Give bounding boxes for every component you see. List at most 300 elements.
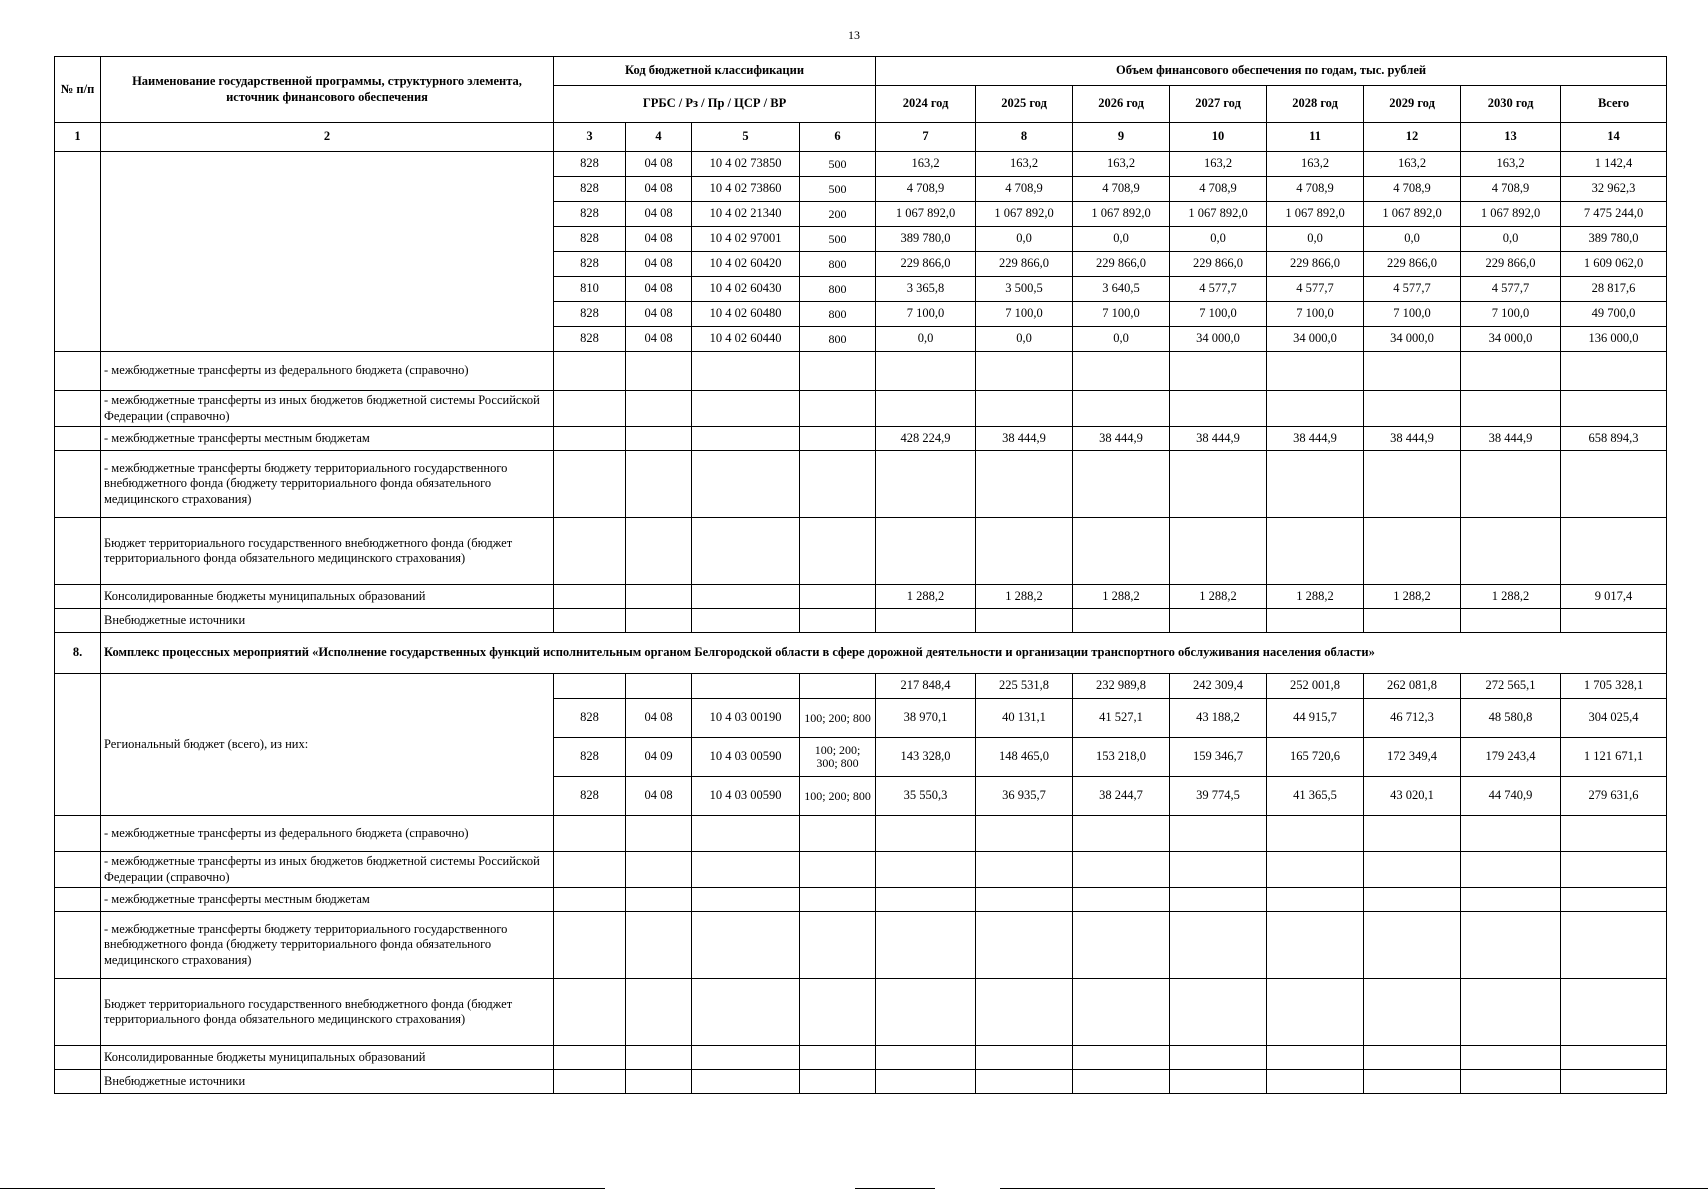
value-cell: 159 346,7 [1170,738,1267,777]
empty-cell [626,352,692,391]
value-cell: 38 444,9 [1461,427,1561,451]
header-total: Всего [1561,86,1667,123]
empty-cell [976,852,1073,888]
code-cell: 800 [800,302,876,327]
row-number [55,451,101,518]
value-cell: 44 915,7 [1267,699,1364,738]
header-num: № п/п [55,57,101,123]
row-number [55,518,101,585]
empty-cell [554,816,626,852]
row-number [55,674,101,816]
empty-cell [1073,391,1170,427]
source-row [55,979,1667,1046]
empty-cell [626,912,692,979]
footer-rule [1000,1188,1708,1189]
row-name [101,152,554,352]
empty-cell [1073,912,1170,979]
source-label: - межбюджетные трансферты из федерального бюджета (справочно) [101,816,554,852]
source-row [55,1046,1667,1070]
value-cell: 1 142,4 [1561,152,1667,177]
empty-cell [1073,518,1170,585]
value-cell: 165 720,6 [1267,738,1364,777]
source-row [55,427,1667,451]
empty-cell [1364,816,1461,852]
value-cell: 229 866,0 [1267,252,1364,277]
empty-cell [626,427,692,451]
value-cell: 38 444,9 [1073,427,1170,451]
empty-cell [1170,609,1267,633]
empty-cell [554,352,626,391]
empty-cell [976,816,1073,852]
empty-cell [976,352,1073,391]
empty-cell [692,1070,800,1094]
empty-cell [1561,888,1667,912]
value-cell: 4 577,7 [1364,277,1461,302]
empty-cell [876,852,976,888]
empty-cell [1170,1070,1267,1094]
budget-row [55,152,1667,177]
empty-cell [626,852,692,888]
value-cell: 1 705 328,1 [1561,674,1667,699]
budget-table-wrapper [54,56,1666,1094]
empty-cell [1073,979,1170,1046]
empty-cell [692,427,800,451]
value-cell: 1 067 892,0 [876,202,976,227]
value-cell: 428 224,9 [876,427,976,451]
empty-cell [1364,391,1461,427]
value-cell: 34 000,0 [1267,327,1364,352]
empty-cell [876,816,976,852]
empty-cell [1561,912,1667,979]
value-cell: 1 288,2 [1267,585,1364,609]
value-cell: 252 001,8 [1267,674,1364,699]
row-number [55,888,101,912]
value-cell: 136 000,0 [1561,327,1667,352]
empty-cell [1267,1070,1364,1094]
empty-cell [800,674,876,699]
empty-cell [800,609,876,633]
value-cell: 1 067 892,0 [1170,202,1267,227]
code-cell: 828 [554,227,626,252]
row-number [55,352,101,391]
value-cell: 7 100,0 [1461,302,1561,327]
empty-cell [1073,451,1170,518]
value-cell: 4 708,9 [1073,177,1170,202]
value-cell: 34 000,0 [1170,327,1267,352]
value-cell: 41 365,5 [1267,777,1364,816]
value-cell: 163,2 [1364,152,1461,177]
empty-cell [626,518,692,585]
row-number [55,152,101,352]
value-cell: 38 244,7 [1073,777,1170,816]
empty-cell [1267,912,1364,979]
empty-cell [1461,888,1561,912]
value-cell: 163,2 [1170,152,1267,177]
source-label: - межбюджетные трансферты местным бюджетам [101,427,554,451]
column-number: 9 [1073,123,1170,152]
value-cell: 38 444,9 [1364,427,1461,451]
empty-cell [1461,912,1561,979]
header-year: 2030 год [1461,86,1561,123]
code-cell: 828 [554,738,626,777]
value-cell: 7 100,0 [1267,302,1364,327]
empty-cell [1267,391,1364,427]
code-cell: 10 4 02 73860 [692,177,800,202]
header-code: Код бюджетной классификации [554,57,876,86]
column-number: 14 [1561,123,1667,152]
code-cell: 04 08 [626,699,692,738]
empty-cell [692,451,800,518]
column-number: 12 [1364,123,1461,152]
empty-cell [876,451,976,518]
source-row [55,391,1667,427]
value-cell: 153 218,0 [1073,738,1170,777]
column-number: 3 [554,123,626,152]
value-cell: 43 188,2 [1170,699,1267,738]
code-cell: 100; 200; 800 [800,699,876,738]
empty-cell [1364,451,1461,518]
regional-label: Региональный бюджет (всего), из них: [101,674,554,816]
empty-cell [692,1046,800,1070]
value-cell: 179 243,4 [1461,738,1561,777]
empty-cell [976,1070,1073,1094]
value-cell: 4 708,9 [1461,177,1561,202]
empty-cell [554,451,626,518]
empty-cell [800,518,876,585]
header-code-sub: ГРБС / Рз / Пр / ЦСР / ВР [554,86,876,123]
empty-cell [692,391,800,427]
code-cell: 800 [800,277,876,302]
source-label: - межбюджетные трансферты бюджету территориального государственного внебюджетного фонда (бюджету территориального фонда обязательного медицинского страхования) [101,451,554,518]
empty-cell [1561,1046,1667,1070]
empty-cell [876,352,976,391]
empty-cell [1561,1070,1667,1094]
value-cell: 32 962,3 [1561,177,1667,202]
source-label: Бюджет территориального государственного внебюджетного фонда (бюджет территориального фонда обязательного медицинского страхования) [101,518,554,585]
source-row [55,912,1667,979]
value-cell: 0,0 [1461,227,1561,252]
empty-cell [976,888,1073,912]
empty-cell [800,585,876,609]
column-number: 10 [1170,123,1267,152]
code-cell: 828 [554,202,626,227]
empty-cell [1561,979,1667,1046]
column-number-row [55,123,1667,152]
empty-cell [800,1070,876,1094]
code-cell: 10 4 02 60420 [692,252,800,277]
code-cell: 10 4 03 00590 [692,738,800,777]
value-cell: 3 500,5 [976,277,1073,302]
value-cell: 38 444,9 [1170,427,1267,451]
header-year: 2025 год [976,86,1073,123]
value-cell: 229 866,0 [876,252,976,277]
value-cell: 43 020,1 [1364,777,1461,816]
empty-cell [1267,816,1364,852]
column-number: 8 [976,123,1073,152]
empty-cell [1461,1046,1561,1070]
empty-cell [626,674,692,699]
empty-cell [876,1070,976,1094]
value-cell: 7 475 244,0 [1561,202,1667,227]
value-cell: 0,0 [976,327,1073,352]
header-volume: Объем финансового обеспечения по годам, тыс. рублей [876,57,1667,86]
empty-cell [800,816,876,852]
value-cell: 38 970,1 [876,699,976,738]
source-row [55,352,1667,391]
value-cell: 4 708,9 [1267,177,1364,202]
code-cell: 04 08 [626,777,692,816]
value-cell: 39 774,5 [1170,777,1267,816]
empty-cell [1267,518,1364,585]
empty-cell [1170,1046,1267,1070]
code-cell: 828 [554,699,626,738]
value-cell: 389 780,0 [1561,227,1667,252]
empty-cell [1461,816,1561,852]
value-cell: 46 712,3 [1364,699,1461,738]
empty-cell [1073,852,1170,888]
empty-cell [976,391,1073,427]
empty-cell [1073,816,1170,852]
empty-cell [626,391,692,427]
empty-cell [800,1046,876,1070]
value-cell: 172 349,4 [1364,738,1461,777]
empty-cell [1267,451,1364,518]
value-cell: 1 067 892,0 [976,202,1073,227]
empty-cell [1267,609,1364,633]
empty-cell [692,518,800,585]
value-cell: 1 609 062,0 [1561,252,1667,277]
source-label: - межбюджетные трансферты из иных бюджетов бюджетной системы Российской Федерации (справочно) [101,852,554,888]
code-cell: 500 [800,227,876,252]
empty-cell [800,391,876,427]
code-cell: 04 08 [626,277,692,302]
source-label: Бюджет территориального государственного внебюджетного фонда (бюджет территориального фонда обязательного медицинского страхования) [101,979,554,1046]
footer-rule [0,1188,605,1189]
empty-cell [626,816,692,852]
empty-cell [692,674,800,699]
value-cell: 1 067 892,0 [1461,202,1561,227]
source-row [55,888,1667,912]
regional-total-row [55,674,1667,699]
value-cell: 48 580,8 [1461,699,1561,738]
empty-cell [692,979,800,1046]
empty-cell [554,912,626,979]
value-cell: 7 100,0 [1073,302,1170,327]
value-cell: 34 000,0 [1364,327,1461,352]
source-row [55,585,1667,609]
code-cell: 10 4 02 21340 [692,202,800,227]
empty-cell [1170,852,1267,888]
empty-cell [554,674,626,699]
empty-cell [554,1070,626,1094]
empty-cell [1561,518,1667,585]
code-cell: 04 09 [626,738,692,777]
value-cell: 163,2 [1267,152,1364,177]
value-cell: 7 100,0 [1170,302,1267,327]
empty-cell [876,609,976,633]
section-number: 8. [55,633,101,674]
empty-cell [554,427,626,451]
code-cell: 10 4 03 00590 [692,777,800,816]
value-cell: 163,2 [1073,152,1170,177]
empty-cell [800,979,876,1046]
empty-cell [800,427,876,451]
empty-cell [1170,979,1267,1046]
code-cell: 828 [554,302,626,327]
value-cell: 28 817,6 [1561,277,1667,302]
column-number: 2 [101,123,554,152]
code-cell: 10 4 02 73850 [692,152,800,177]
source-label: - межбюджетные трансферты местным бюджетам [101,888,554,912]
value-cell: 229 866,0 [1170,252,1267,277]
empty-cell [1461,609,1561,633]
value-cell: 3 365,8 [876,277,976,302]
empty-cell [1170,391,1267,427]
empty-cell [1461,518,1561,585]
value-cell: 143 328,0 [876,738,976,777]
value-cell: 272 565,1 [1461,674,1561,699]
empty-cell [626,609,692,633]
value-cell: 7 100,0 [976,302,1073,327]
empty-cell [1561,352,1667,391]
value-cell: 0,0 [1267,227,1364,252]
empty-cell [692,816,800,852]
row-number [55,816,101,852]
value-cell: 217 848,4 [876,674,976,699]
empty-cell [1364,912,1461,979]
value-cell: 7 100,0 [876,302,976,327]
empty-cell [1364,609,1461,633]
empty-cell [1267,888,1364,912]
value-cell: 304 025,4 [1561,699,1667,738]
empty-cell [800,912,876,979]
code-cell: 10 4 02 60430 [692,277,800,302]
empty-cell [1461,979,1561,1046]
row-number [55,391,101,427]
empty-cell [1170,888,1267,912]
value-cell: 38 444,9 [976,427,1073,451]
value-cell: 4 577,7 [1461,277,1561,302]
value-cell: 232 989,8 [1073,674,1170,699]
empty-cell [1170,352,1267,391]
value-cell: 229 866,0 [1364,252,1461,277]
value-cell: 4 708,9 [976,177,1073,202]
code-cell: 10 4 02 60440 [692,327,800,352]
empty-cell [1364,352,1461,391]
value-cell: 0,0 [876,327,976,352]
empty-cell [692,852,800,888]
source-label: - межбюджетные трансферты из федерального бюджета (справочно) [101,352,554,391]
empty-cell [554,888,626,912]
empty-cell [876,888,976,912]
empty-cell [1364,852,1461,888]
source-label: Консолидированные бюджеты муниципальных образований [101,1046,554,1070]
code-cell: 10 4 02 97001 [692,227,800,252]
code-cell: 828 [554,252,626,277]
value-cell: 4 708,9 [1364,177,1461,202]
header-year: 2029 год [1364,86,1461,123]
empty-cell [626,451,692,518]
empty-cell [976,979,1073,1046]
code-cell: 04 08 [626,227,692,252]
empty-cell [1461,1070,1561,1094]
value-cell: 4 577,7 [1267,277,1364,302]
column-number: 7 [876,123,976,152]
empty-cell [1170,518,1267,585]
empty-cell [1364,979,1461,1046]
value-cell: 1 067 892,0 [1364,202,1461,227]
code-cell: 04 08 [626,252,692,277]
empty-cell [1364,518,1461,585]
value-cell: 36 935,7 [976,777,1073,816]
empty-cell [800,451,876,518]
value-cell: 7 100,0 [1364,302,1461,327]
code-cell: 200 [800,202,876,227]
value-cell: 242 309,4 [1170,674,1267,699]
empty-cell [1073,1046,1170,1070]
empty-cell [626,888,692,912]
empty-cell [554,1046,626,1070]
value-cell: 163,2 [1461,152,1561,177]
row-number [55,585,101,609]
empty-cell [976,518,1073,585]
empty-cell [1073,352,1170,391]
value-cell: 4 708,9 [876,177,976,202]
column-number: 5 [692,123,800,152]
code-cell: 500 [800,177,876,202]
code-cell: 04 08 [626,302,692,327]
header-year: 2027 год [1170,86,1267,123]
empty-cell [1364,888,1461,912]
empty-cell [692,888,800,912]
empty-cell [876,912,976,979]
empty-cell [976,912,1073,979]
code-cell: 04 08 [626,202,692,227]
empty-cell [1267,979,1364,1046]
footer-rule [855,1188,935,1189]
row-number [55,1046,101,1070]
value-cell: 0,0 [1073,227,1170,252]
header-year: 2026 год [1073,86,1170,123]
column-number: 11 [1267,123,1364,152]
empty-cell [1364,1046,1461,1070]
empty-cell [1561,609,1667,633]
value-cell: 229 866,0 [1461,252,1561,277]
column-number: 6 [800,123,876,152]
row-number [55,852,101,888]
empty-cell [1461,852,1561,888]
value-cell: 34 000,0 [1461,327,1561,352]
value-cell: 1 288,2 [1364,585,1461,609]
value-cell: 49 700,0 [1561,302,1667,327]
value-cell: 0,0 [976,227,1073,252]
empty-cell [1170,451,1267,518]
empty-cell [554,518,626,585]
empty-cell [1073,1070,1170,1094]
source-row [55,518,1667,585]
code-cell: 04 08 [626,177,692,202]
code-cell: 500 [800,152,876,177]
empty-cell [1461,451,1561,518]
value-cell: 40 131,1 [976,699,1073,738]
empty-cell [1267,1046,1364,1070]
empty-cell [876,979,976,1046]
empty-cell [1461,352,1561,391]
row-number [55,979,101,1046]
empty-cell [626,979,692,1046]
empty-cell [1561,816,1667,852]
code-cell: 828 [554,177,626,202]
